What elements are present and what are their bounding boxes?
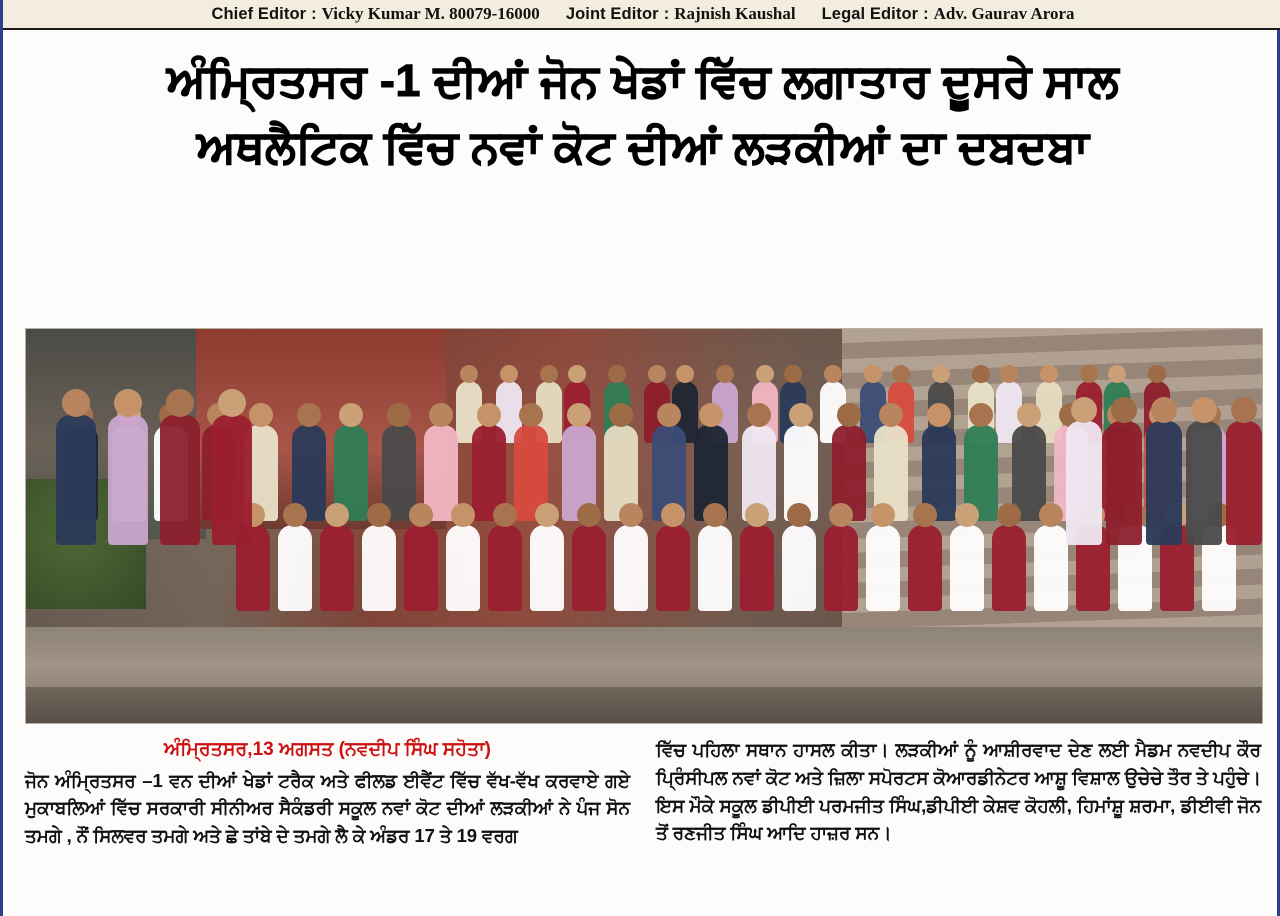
credit-role-label: Chief Editor	[211, 5, 307, 23]
credit-role-label: Legal Editor	[821, 5, 919, 23]
credit-joint-editor	[566, 4, 796, 24]
credit-name-value: Rajnish Kaushal	[674, 4, 796, 23]
photo-scene	[26, 329, 1262, 723]
headline-line-1: ਅੰਮ੍ਰਿਤਸਰ -1 ਦੀਆਂ ਜੋਨ ਖੇਡਾਂ ਵਿੱਚ ਲਗਾਤਾਰ ਦੂਸਰੇ ਸਾਲ	[167, 55, 1119, 106]
credit-separator: :	[663, 5, 670, 23]
credit-role-label: Joint Editor	[565, 5, 659, 23]
article-column-1	[25, 736, 630, 904]
photo-crowd	[26, 329, 1262, 723]
credit-separator: :	[311, 5, 317, 23]
article-text-column-1: ਜੋਨ ਅੰਮ੍ਰਿਤਸਰ –1 ਵਨ ਦੀਆਂ ਖੇਡਾਂ ਟਰੈਕ ਅਤੇ ਫੀਲਡ ਈਵੈਂਟ ਵਿੱਚ ਵੱਖ-ਵੱਖ ਕਰਵਾਏ ਗਏ ਮੁਕਾਬਲਿਆਂ ਵਿੱਚ ਸਰਕਾਰੀ ਸੀਨੀਅਰ ਸੈਕੰਡਰੀ ਸਕੂਲ ਨਵਾਂ ਕੋਟ ਦੀਆਂ ਲੜਕੀਆਂ ਨੇ ਪੰਜ ਸੋਨ ਤਮਗੇ , ਨੌਂ ਸਿਲਵਰ ਤਮਗੇ ਅਤੇ ਛੇ ਤਾਂਬੇ ਦੇ ਤਮਗੇ ਲੈ ਕੇ ਅੰਡਰ 17 ਤੇ 19 ਵਰਗ	[25, 769, 630, 846]
article-text-column-2: ਵਿੱਚ ਪਹਿਲਾ ਸਥਾਨ ਹਾਸਲ ਕੀਤਾ। ਲੜਕੀਆਂ ਨੂੰ ਆਸ਼ੀਰਵਾਦ ਦੇਣ ਲਈ ਮੈਡਮ ਨਵਦੀਪ ਕੌਰ ਪ੍ਰਿੰਸੀਪਲ ਨਵਾਂ ਕੋਟ ਅਤੇ ਜ਼ਿਲਾ ਸਪੋਰਟਸ ਕੋਆਰਡੀਨੇਟਰ ਆਸ਼ੂ ਵਿਸ਼ਾਲ ਉਚੇਚੇ ਤੌਰ ਤੇ ਪਹੁੰਚੇ। ਇਸ ਮੌਕੇ ਸਕੂਲ ਡੀਪੀਈ ਪਰਮਜੀਤ ਸਿੰਘ,ਡੀਪੀਈ ਕੇਸ਼ਵ ਕੋਹਲੀ, ਹਿਮਾਂਸ਼ੂ ਸ਼ਰਮਾ, ਡੀਈਵੀ ਜੋਨ ਤੋਂ ਰਣਜੀਤ ਸਿੰਘ ਆਦਿ ਹਾਜ਼ਰ ਸਨ।	[656, 739, 1261, 844]
credit-legal-editor	[822, 4, 1075, 24]
article-column-2	[656, 736, 1261, 904]
article-body	[25, 736, 1261, 904]
credit-name-value: Vicky Kumar M. 80079-16000	[321, 4, 540, 23]
article-photo	[25, 328, 1263, 724]
headline	[3, 48, 1280, 179]
credit-chief-editor	[211, 4, 539, 24]
article-dateline: ਅੰਮ੍ਰਿਤਸਰ,13 ਅਗਸਤ (ਨਵਦੀਪ ਸਿੰਘ ਸਹੋਤਾ)	[163, 739, 492, 760]
masthead-credits-bar	[3, 0, 1280, 30]
credit-separator: :	[923, 5, 929, 23]
headline-line-2: ਅਥਲੈਟਿਕ ਵਿੱਚ ਨਵਾਂ ਕੋਟ ਦੀਆਂ ਲੜਕੀਆਂ ਦਾ ਦਬਦਬਾ	[196, 120, 1090, 172]
credit-name-value: Adv. Gaurav Arora	[933, 4, 1075, 23]
